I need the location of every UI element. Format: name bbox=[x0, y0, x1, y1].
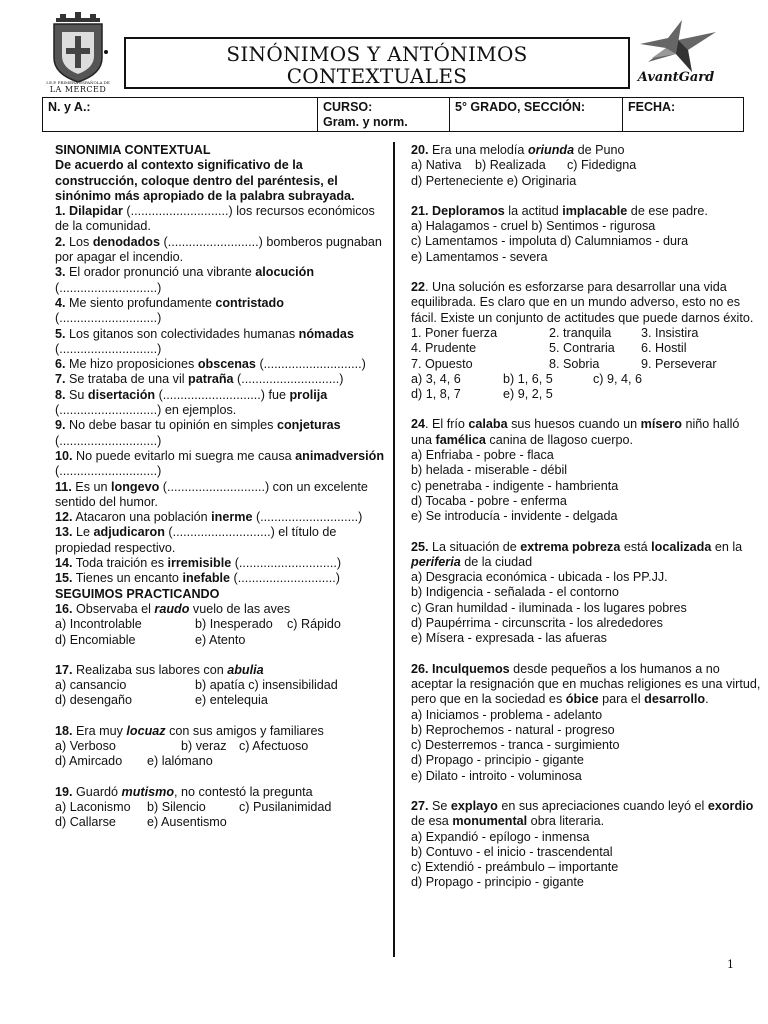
item-12: 12. Atacaron una población inerme (............................) bbox=[55, 510, 363, 525]
item-21: 21. Deploramos la actitud implacable de ese padre. bbox=[411, 203, 708, 218]
page-number: 1 bbox=[727, 958, 734, 971]
item-17-options: a) cansancio b) apatía c) insensibilidad bbox=[55, 678, 338, 693]
grade-field[interactable] bbox=[450, 98, 623, 131]
item-13: 13. Le adjudicaron (............................) el título de propiedad respectivo. bbox=[55, 525, 337, 555]
logo-wordmark: AvantGard bbox=[637, 70, 715, 85]
column-divider bbox=[393, 142, 395, 957]
item-20: 20. Era una melodía oriunda de Puno bbox=[411, 143, 625, 157]
item-20-options: a) Nativa b) Realizada c) Fidedigna bbox=[411, 158, 637, 173]
logo-caption-small: I.E.P. PRIMERA ESPAÑOLA DE bbox=[46, 80, 110, 85]
title-line-1: SINÓNIMOS Y ANTÓNIMOS bbox=[226, 42, 528, 66]
item-17: 17. Realizaba sus labores con abulia bbox=[55, 662, 264, 677]
date-label: FECHA: bbox=[628, 100, 676, 114]
right-column: 20. Era una melodía oriunda de Puno a) Nativa b) Realizada c) Fidedigna d) Perteneciente e) Originaria 21. Deploramos la actitud implacable de ese padre. a) Halagamos - cruel b) Sentimos - rigurosa c) Lamentamos - impoluta d) Calumniamos - dura e) Lamentamos - severa 22. Una solución es esforzarse para desarrollar una vida equilibrada. Es claro que en un mundo adverso, esto no es fácil. Existe un conjunto de actitudes que puede darnos éxito. 1. Poner fuerza 2. tranquila 3. Insistira 4. Prudente 5. Contraria 6. Hostil 7. Opuesto 8. Sobria 9. Perseverar a) 3, 4, 6 b) 1, 6, 5 c) 9, 4, 6 d) 1, 8, 7 e) 9, 2, 5 24. El frío calaba sus huesos cuando un mísero niño halló una famélica canina de llagoso cuerpo. a) Enfriaba - pobre - flaca b) helada - miserable - débil c) penetraba - indigente - hambrienta d) Tocaba - pobre - enferma e) Se introducía - invidente - delgada 25. La situación de extrema pobreza está localizada en la periferia de la ciudad a) Desgracia económica - ubicada - los PP.JJ. b) Indigencia - señalada - el contorno c) Gran humildad - iluminada - los lugares pobres d) Paupérrima - circunscrita - los alrededores e) Mísera - expresada - las afueras 26. Inculquemos desde pequeños a los humanos a no aceptar la resignación que en muchas religiones es una virtud, pero que en la sociedad es óbice para el desarrollo. a) Iniciamos - problema - adelanto b) Reprochemos - natural - progreso c) Desterremos - tranca - surgimiento d) Propago - principio - gigante e) Dilato - introito - voluminosa 27. Se explayo en sus apreciaciones cuando leyó el exordio de esa monumental obra literaria. a) Expandió - epílogo - inmensa b) Contuvo - el inicio - trascendental c) Extendió - preámbulo – importante d) Propago - principio - gigante bbox=[411, 143, 761, 890]
section-heading-2: SEGUIMOS PRACTICANDO bbox=[55, 586, 220, 601]
item-8: 8. Su disertación (............................) fue prolija (............................) en ejemplos. bbox=[55, 387, 328, 418]
item-26: 26. Inculquemos desde pequeños a los humanos a no aceptar la resignación que en muchas religiones es una virtud, pero que en la sociedad es óbice para el desarrollo. bbox=[411, 661, 761, 707]
instructions: De acuerdo al contexto significativo de la construcción, coloque dentro del paréntesis, el sinónimo más apropiado de la palabra subrayada. bbox=[55, 158, 355, 203]
avantgard-logo bbox=[630, 14, 722, 94]
name-label: N. y A.: bbox=[48, 100, 91, 114]
title-line-2: CONTEXTUALES bbox=[286, 64, 468, 88]
item-22: 22. Una solución es esforzarse para desarrollar una vida equilibrada. Es claro que en un mundo adverso, esto no es fácil. Existe un conjunto de actitudes que puede darnos éxito. bbox=[411, 280, 754, 325]
worksheet-title bbox=[124, 37, 630, 89]
item-18-options: a) Verboso b) veraz c) Afectuoso bbox=[55, 738, 309, 753]
item-4: 4. Me siento profundamente contristado (............................) bbox=[55, 295, 284, 326]
item-15: 15. Tienes un encanto inefable (............................) bbox=[55, 571, 340, 586]
item-16-options: a) Incontrolable b) Inesperado c) Rápido bbox=[55, 617, 341, 632]
grade-label: 5° GRADO, SECCIÓN: bbox=[455, 100, 586, 114]
item-7: 7. Se trataba de una vil patraña (............................) bbox=[55, 372, 344, 387]
item-25: 25. La situación de extrema pobreza está localizada en la periferia de la ciudad bbox=[411, 539, 743, 569]
section-heading: SINONIMIA CONTEXTUAL bbox=[55, 143, 211, 157]
item-16: 16. Observaba el raudo vuelo de las aves bbox=[55, 601, 291, 616]
course-label: CURSO: bbox=[323, 100, 373, 114]
date-field[interactable] bbox=[623, 98, 743, 131]
item-18: 18. Era muy locuaz con sus amigos y familiares bbox=[55, 723, 324, 738]
name-field[interactable] bbox=[43, 98, 318, 131]
item-24: 24. El frío calaba sus huesos cuando un mísero niño halló una famélica canina de llagoso cuerpo. bbox=[411, 417, 740, 447]
item-19-options: a) Laconismo b) Silencio c) Pusilanimidad bbox=[55, 799, 332, 814]
item-3: 3. El orador pronunció una vibrante alocución (............................) bbox=[55, 265, 315, 295]
course-field bbox=[318, 98, 450, 131]
logo-caption: LA MERCED bbox=[49, 85, 107, 94]
school-crest-logo bbox=[42, 12, 114, 96]
dot-mark bbox=[104, 50, 108, 54]
item-6: 6. Me hizo proposiciones obscenas (............................) bbox=[55, 357, 366, 372]
item-5: 5. Los gitanos son colectividades humanas nómadas (............................) bbox=[55, 326, 354, 356]
item-9: 9. No debe basar tu opinión en simples conjeturas (............................) bbox=[55, 418, 341, 448]
course-value: Gram. y norm. bbox=[323, 115, 408, 129]
student-info-row bbox=[42, 97, 744, 132]
item-22-list: 1. Poner fuerza 2. tranquila 3. Insistira bbox=[411, 325, 699, 340]
item-19: 19. Guardó mutismo, no contestó la pregunta bbox=[55, 784, 313, 799]
item-14: 14. Toda traición es irremisible (............................) bbox=[55, 556, 342, 571]
item-1: 1. Dilapidar (............................) los recursos económicos de la comunidad. bbox=[55, 204, 375, 234]
item-27: 27. Se explayo en sus apreciaciones cuando leyó el exordio de esa monumental obra literaria. bbox=[411, 798, 754, 829]
left-column: SINONIMIA CONTEXTUAL De acuerdo al contexto significativo de la construcción, coloque dentro del paréntesis, el sinónimo más apropiado de la palabra subrayada. 1. Dilapidar (............................) los recursos económicos de la comunidad. 2. Los denodados (..........................) bomberos pugnaban por apagar el incendio. 3. El orador pronunció una vibrante alocución (............................) 4. Me siento profundamente contristado (............................) 5. Los gitanos son colectividades humanas nómadas (............................) 6. Me hizo proposiciones obscenas (............................) 7. Se trataba de una vil patraña (............................) 8. Su disertación (............................) fue prolija (............................) en ejemplos. 9. No debe basar tu opinión en simples conjeturas (............................) 10. No puede evitarlo mi suegra me causa animadversión (............................) 11. Es un longevo (............................) con un excelente sentido del humor. 12. Atacaron una población inerme (............................) 13. Le adjudicaron (............................) el título de propiedad respectivo. 14. Toda traición es irremisible (............................) 15. Tienes un encanto inefable (............................) SEGUIMOS PRACTICANDO 16. Observaba el raudo vuelo de las aves a) Incontrolable b) Inesperado c) Rápido d) Encomiable e) Atento 17. Realizaba sus labores con abulia a) cansancio b) apatía c) insensibilidad d) desengaño e) entelequia 18. Era muy locuaz con sus amigos y familiares a) Verboso b) veraz c) Afectuoso d) Amircado e) lalómano 19. Guardó mutismo, no contestó la pregunta a) Laconismo b) Silencio c) Pusilanimidad d) Callarse e) Ausentismo bbox=[55, 143, 385, 830]
item-2: 2. Los denodados (..........................) bomberos pugnaban por apagar el incendio. bbox=[55, 234, 382, 265]
item-10: 10. No puede evitarlo mi suegra me causa animadversión (............................) bbox=[55, 448, 385, 479]
item-11: 11. Es un longevo (............................) con un excelente sentido del humor. bbox=[55, 479, 368, 509]
